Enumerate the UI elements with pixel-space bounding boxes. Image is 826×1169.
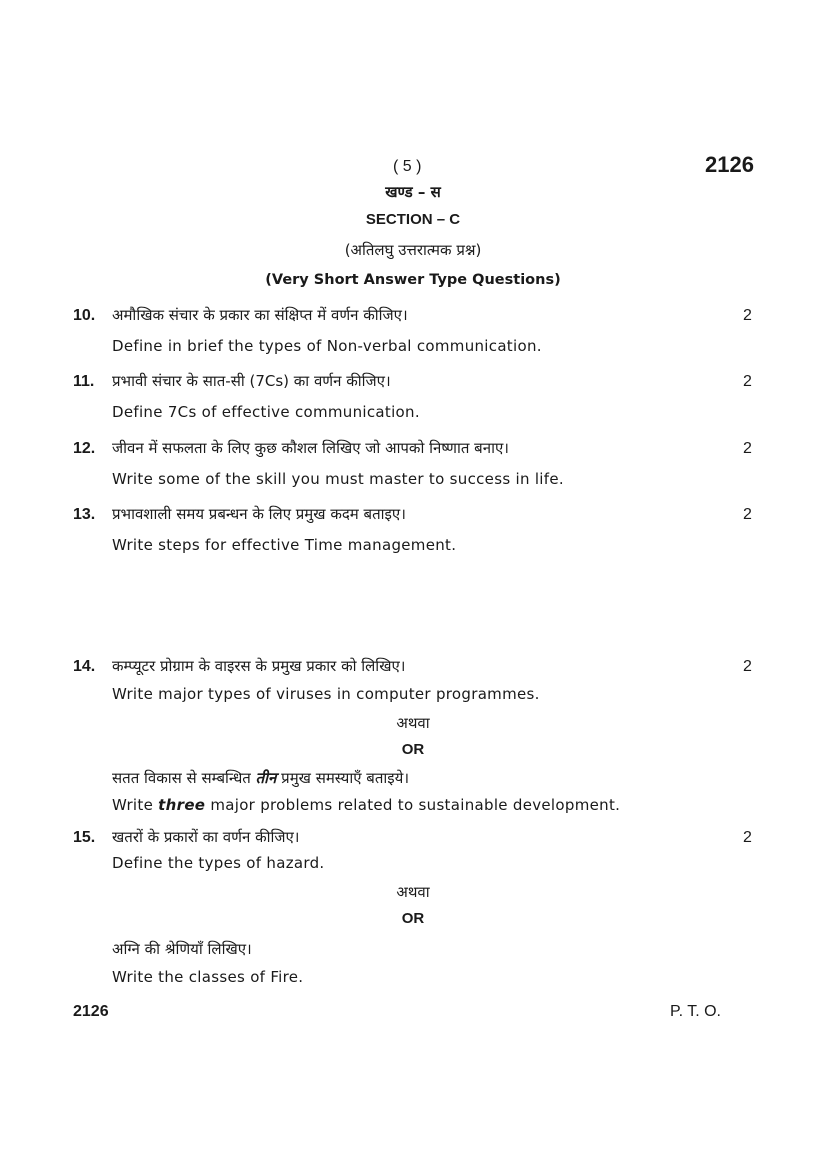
question-number: 11. — [73, 373, 95, 390]
question-text-hindi: जीवन में सफलता के लिए कुछ कौशल लिखिए जो आपको निष्णात बनाए। — [112, 439, 509, 457]
question-marks: 2 — [743, 440, 752, 457]
or-label-hindi: अथवा — [396, 714, 430, 732]
question-marks: 2 — [743, 506, 752, 523]
question-marks: 2 — [743, 829, 752, 846]
question-text-english: Write some of the skill you must master to success in life. — [112, 470, 564, 488]
alternative-question-hindi: अग्नि की श्रेणियाँ लिखिए। — [112, 940, 252, 958]
or-label-english: OR — [401, 741, 425, 758]
emphasis-word: तीन — [255, 769, 277, 787]
emphasis-word: three — [158, 796, 206, 814]
question-text-hindi: कम्प्यूटर प्रोग्राम के वाइरस के प्रमुख प्रकार को लिखिए। — [112, 657, 406, 675]
question-text-english: Define 7Cs of effective communication. — [112, 403, 420, 421]
or-label-english: OR — [401, 910, 425, 927]
question-type-english: (Very Short Answer Type Questions) — [265, 272, 561, 288]
alternative-question-english: Write the classes of Fire. — [112, 968, 304, 986]
question-marks: 2 — [743, 373, 752, 390]
question-text-english: Write major types of viruses in computer programmes. — [112, 685, 540, 703]
section-title-english: SECTION – C — [365, 211, 461, 228]
alternative-question-hindi: सतत विकास से सम्बन्धित तीन प्रमुख समस्याएँ बताइये। — [112, 769, 410, 787]
question-type-hindi: (अतिलघु उत्तरात्मक प्रश्न) — [344, 241, 482, 259]
question-text-english: Define the types of hazard. — [112, 854, 325, 872]
question-marks: 2 — [743, 658, 752, 675]
page-number: ( 5 ) — [393, 158, 422, 175]
or-label-hindi: अथवा — [396, 883, 430, 901]
question-text-hindi: अमौखिक संचार के प्रकार का संक्षिप्त में वर्णन कीजिए। — [112, 306, 408, 324]
alternative-question-english: Write three major problems related to sustainable development. — [112, 796, 621, 814]
paper-code-footer: 2126 — [73, 1003, 109, 1020]
question-number: 10. — [73, 307, 96, 324]
question-number: 15. — [73, 829, 96, 846]
question-text-hindi: खतरों के प्रकारों का वर्णन कीजिए। — [112, 828, 300, 846]
question-marks: 2 — [743, 307, 752, 324]
question-number: 13. — [73, 506, 96, 523]
question-text-hindi: प्रभावशाली समय प्रबन्धन के लिए प्रमुख कदम बताइए। — [112, 505, 406, 523]
pto-label: P. T. O. — [670, 1003, 721, 1020]
question-text-english: Define in brief the types of Non-verbal communication. — [112, 337, 542, 355]
question-number: 14. — [73, 658, 96, 675]
paper-code-top: 2126 — [705, 152, 754, 177]
section-title-hindi: खण्ड – स — [385, 183, 441, 201]
question-number: 12. — [73, 440, 96, 457]
question-text-english: Write steps for effective Time management. — [112, 536, 457, 554]
question-text-hindi: प्रभावी संचार के सात-सी (7Cs) का वर्णन कीजिए। — [112, 372, 391, 390]
